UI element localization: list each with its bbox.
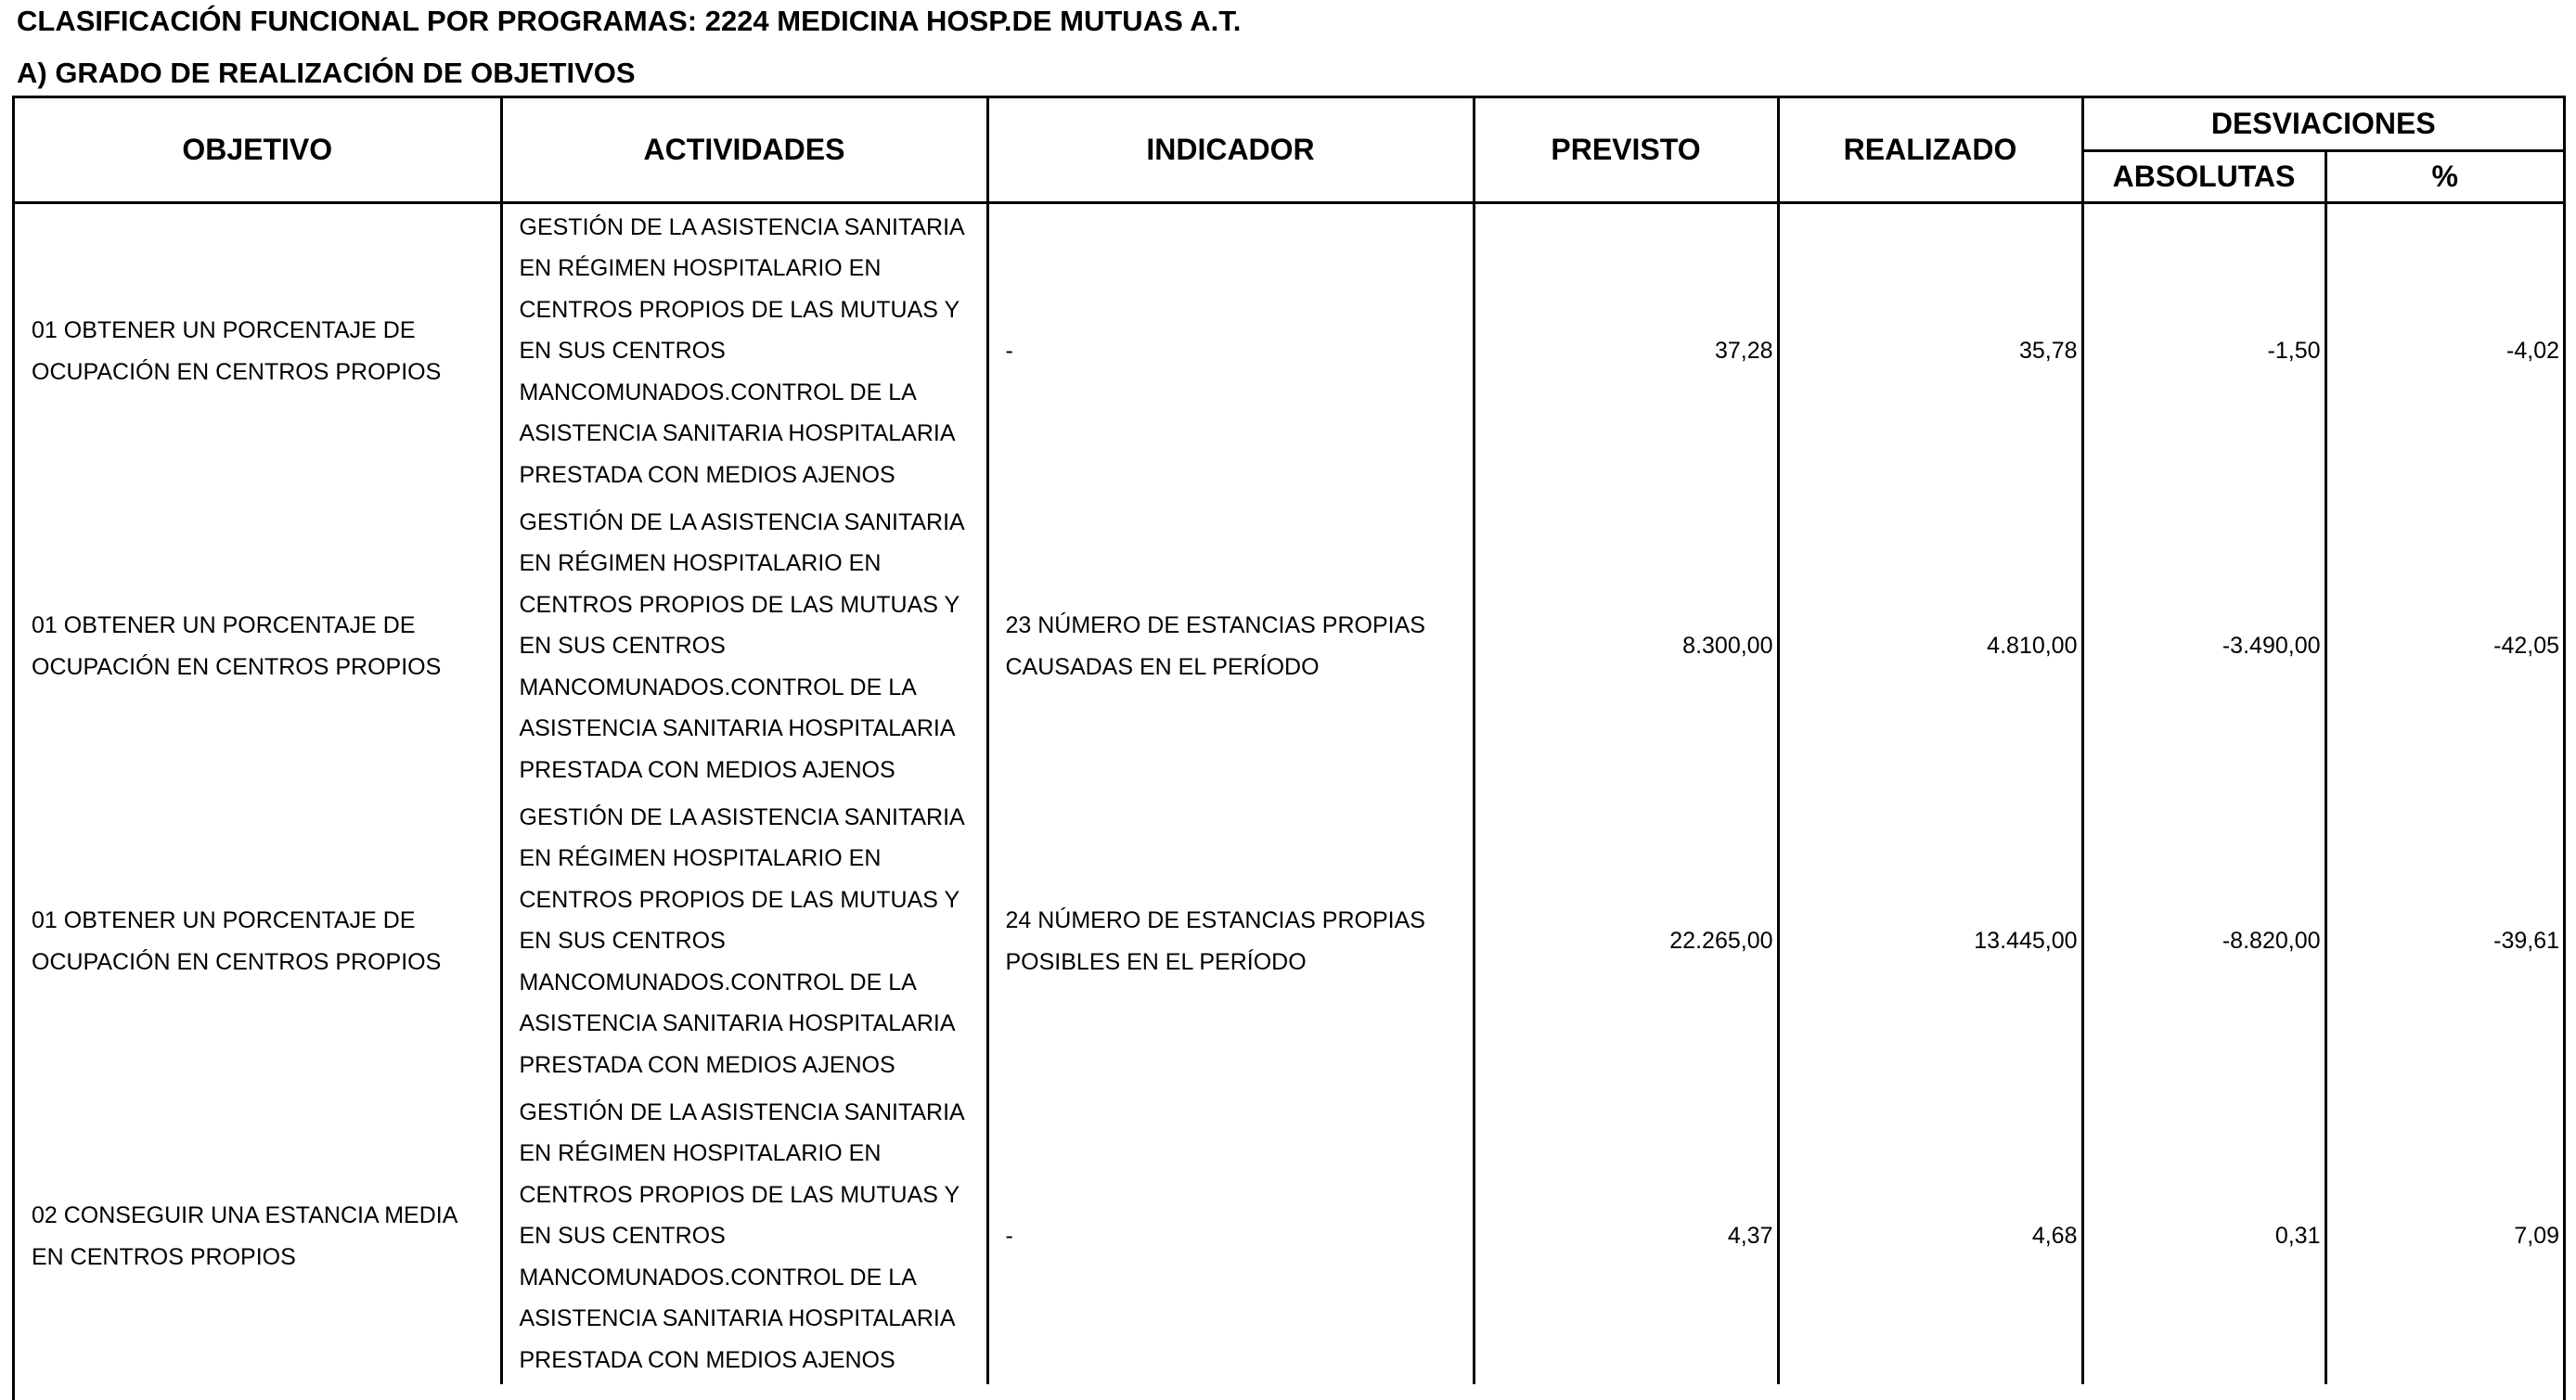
table-header [15,98,2563,202]
cell-actividades: GESTIÓN DE LA ASISTENCIA SANITARIA EN RÉGIMEN HOSPITALARIO EN CENTROS PROPIOS DE LAS MUTUAS Y EN SUS CENTROS MANCOMUNADOS.CONTROL DE LA ASISTENCIA SANITARIA HOSPITALARIA PRESTADA CON MEDIOS AJENOS [501,499,987,794]
cell-absolutas: -1,50 [2082,202,2325,499]
cell-actividades: GESTIÓN DE LA ASISTENCIA SANITARIA EN RÉGIMEN HOSPITALARIO EN CENTROS PROPIOS DE LAS MUTUAS Y EN SUS CENTROS MANCOMUNADOS.CONTROL DE LA ASISTENCIA SANITARIA HOSPITALARIA PRESTADA CON MEDIOS AJENOS [501,794,987,1089]
cell-indicador: - [987,1089,1474,1384]
cell-realizado: 13.445,00 [1778,794,2082,1089]
cell-previsto: 8.300,00 [1474,499,1778,794]
cell-absolutas: 0,31 [2082,1089,2325,1384]
table-body [15,202,2563,1384]
header-absolutas: ABSOLUTAS [2082,150,2325,202]
cell-actividades: GESTIÓN DE LA ASISTENCIA SANITARIA EN RÉGIMEN HOSPITALARIO EN CENTROS PROPIOS DE LAS MUTUAS Y EN SUS CENTROS MANCOMUNADOS.CONTROL DE LA ASISTENCIA SANITARIA HOSPITALARIA PRESTADA CON MEDIOS AJENOS [501,1089,987,1384]
cell-objetivo: 01 OBTENER UN PORCENTAJE DE OCUPACIÓN EN CENTROS PROPIOS [15,499,501,794]
header-previsto: PREVISTO [1474,98,1778,202]
cell-realizado: 4,68 [1778,1089,2082,1384]
cell-porcentaje: -4,02 [2325,202,2563,499]
cell-porcentaje: -42,05 [2325,499,2563,794]
objectives-table [12,96,2566,1400]
objectives-grid [15,98,2563,1384]
cell-previsto: 37,28 [1474,202,1778,499]
cell-objetivo: 01 OBTENER UN PORCENTAJE DE OCUPACIÓN EN CENTROS PROPIOS [15,202,501,499]
header-objetivo: OBJETIVO [15,98,501,202]
cell-absolutas: -3.490,00 [2082,499,2325,794]
cell-indicador: - [987,202,1474,499]
cell-indicador: 24 NÚMERO DE ESTANCIAS PROPIAS POSIBLES EN EL PERÍODO [987,794,1474,1089]
header-desviaciones: DESVIACIONES [2082,98,2563,150]
table-row [15,499,2563,794]
cell-previsto: 4,37 [1474,1089,1778,1384]
cell-porcentaje: -39,61 [2325,794,2563,1089]
cell-previsto: 22.265,00 [1474,794,1778,1089]
cell-realizado: 4.810,00 [1778,499,2082,794]
section-heading: A) GRADO DE REALIZACIÓN DE OBJETIVOS [17,57,636,89]
cell-realizado: 35,78 [1778,202,2082,499]
table-row [15,202,2563,499]
table-row [15,1089,2563,1384]
header-actividades: ACTIVIDADES [501,98,987,202]
header-indicador: INDICADOR [987,98,1474,202]
header-porcentaje: % [2325,150,2563,202]
cell-actividades: GESTIÓN DE LA ASISTENCIA SANITARIA EN RÉGIMEN HOSPITALARIO EN CENTROS PROPIOS DE LAS MUTUAS Y EN SUS CENTROS MANCOMUNADOS.CONTROL DE LA ASISTENCIA SANITARIA HOSPITALARIA PRESTADA CON MEDIOS AJENOS [501,202,987,499]
table-row [15,794,2563,1089]
cell-objetivo: 01 OBTENER UN PORCENTAJE DE OCUPACIÓN EN CENTROS PROPIOS [15,794,501,1089]
report-title: CLASIFICACIÓN FUNCIONAL POR PROGRAMAS: 2224 MEDICINA HOSP.DE MUTUAS A.T. [17,5,1242,37]
cell-porcentaje: 7,09 [2325,1089,2563,1384]
cell-absolutas: -8.820,00 [2082,794,2325,1089]
cell-indicador: 23 NÚMERO DE ESTANCIAS PROPIAS CAUSADAS EN EL PERÍODO [987,499,1474,794]
cell-objetivo: 02 CONSEGUIR UNA ESTANCIA MEDIA EN CENTROS PROPIOS [15,1089,501,1384]
header-realizado: REALIZADO [1778,98,2082,202]
